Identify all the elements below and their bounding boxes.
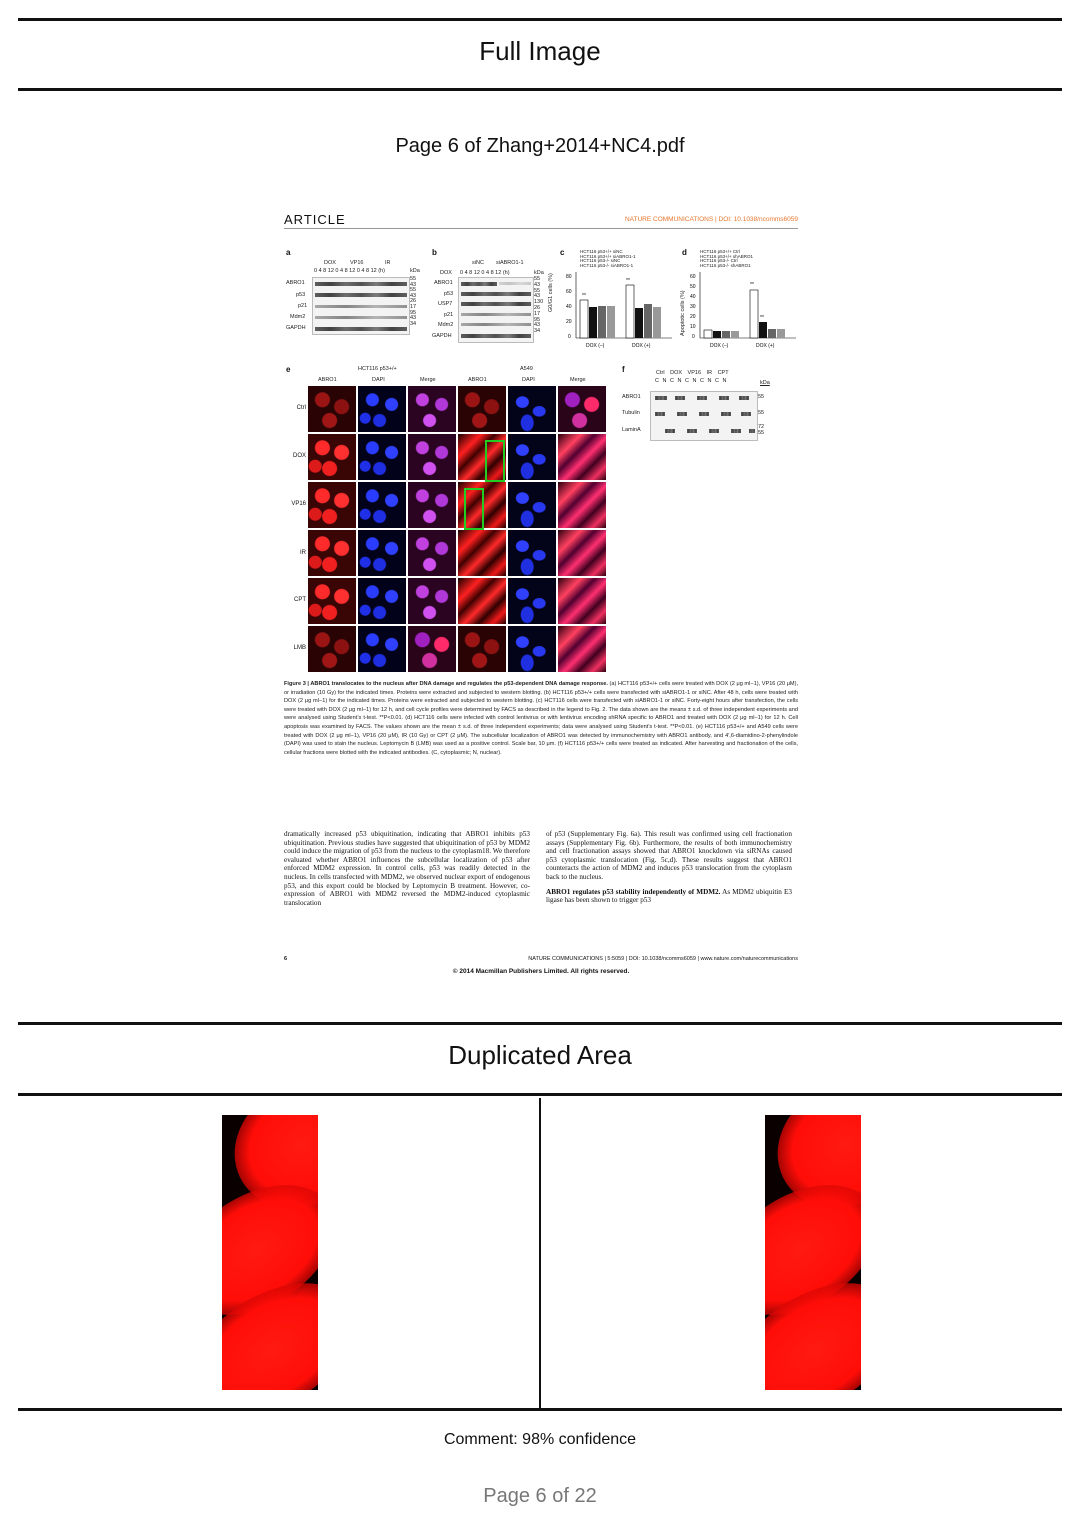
panel-c-legend-3: HCT116 p53-/- siNC	[580, 258, 621, 264]
panel-c-ytick-60: 60	[566, 289, 572, 295]
panel-b-markers	[534, 277, 543, 335]
panel-f-marker-4: 55	[758, 430, 765, 436]
micro-cell	[558, 530, 606, 576]
panel-f-treat-ir: IR	[706, 370, 713, 376]
duplicated-crop-left	[222, 1115, 318, 1390]
panel-a-row-p21: p21	[298, 303, 308, 309]
article-footer	[284, 956, 798, 962]
body-right-column	[546, 830, 792, 905]
panel-b-marker-3: 55	[534, 287, 541, 294]
panel-a-marker-9: 34	[410, 320, 417, 327]
panel-c-legend-1: HCT116 p53+/+ siNC	[580, 249, 623, 254]
panel-e-col-abro1-1: ABRO1	[318, 377, 337, 383]
panel-a-marker-3: 55	[410, 287, 417, 294]
panel-f-blot	[650, 391, 758, 441]
micro-cell	[308, 386, 356, 432]
panel-c-sig-2: **	[626, 278, 630, 284]
duplicated-area-title: Duplicated Area	[448, 1040, 632, 1070]
panel-label-c: c	[560, 248, 565, 257]
caption-body: (a) HCT116 p53+/+ cells were treated with DOX (2 μg ml−1), VP16 (20 μM), or irradiation (10 Gy) for the indicated times. Proteins were extracted and subjected to western blotting. (b) HCT116 p53+/+ cells were transfected with siABRO1-1 or siNC. After 48 h, cells were treated with DOX (2 μg ml−1) for the indicated times. Proteins were extracted and subjected to western blotting. (c) HCT116 cells were transfected with siABRO1-1 or siNC. Forty-eight hours after transfection, the cells were treated with DOX (2 μg ml−1) for 12 h, and cell cycle profiles were determined by FACS as described in the legend to Fig. 2. The data shown are the means ± s.d. of three independent experiments and were analysed using Student’s t-test. **P<0.01. (d) HCT116 cells were infected with control lentivirus or with lentivirus encoding shRNA specific to ABRO1 and treated with DOX (2 μg ml−1) for 12 h. Cell apoptosis was examined by FACS. The values shown are the mean ± s.d. of three independent experiments; data were analysed using Student’s t-test. **P<0.01. (e) HCT116 p53+/+ and A549 cells were treated with DOX (2 μg ml−1), VP16 (20 μM), IR (10 Gy) or CPT (2 μM). The subcellular localization of ABRO1 was detected by immunochemistry with ABRO1 antibody, and 4′,6-diamidino-2-phenylindole (DAPI) was used to stain the nucleus. Leptomycin B (LMB) was used as a positive control. Scale bar, 10 μm. (f) HCT116 p53+/+ cells were treated as indicated. After harvesting and fractionation of the cells, cellular fractions were blotted with the indicated antibodies. (C, cytoplasmic; N, nuclear).	[284, 681, 799, 756]
panel-b-marker-1: 55	[534, 276, 541, 282]
body-right-heading: ABRO1 regulates p53 stability independently of MDM2.	[546, 887, 721, 896]
micro-cell	[458, 578, 506, 624]
micro-cell	[408, 434, 456, 480]
panel-a-row-gapdh: GAPDH	[286, 325, 306, 331]
panel-c-ytick-0: 0	[568, 334, 571, 340]
panel-b-row-usp7: USP7	[438, 301, 453, 307]
panel-c-legend-4: HCT116 p53-/- siABRO1-1	[580, 262, 634, 268]
panel-f-marker-3: 72	[758, 424, 765, 430]
panel-a-marker-5: 26	[410, 298, 417, 305]
panel-f-marker-2: 55	[758, 410, 765, 416]
page-caption: Page 6 of Zhang+2014+NC4.pdf	[395, 135, 685, 157]
panel-d-sig-1: **	[750, 282, 754, 288]
panel-f-treatments	[656, 370, 729, 376]
micro-cell	[358, 626, 406, 672]
panel-f-kda: kDa	[760, 380, 770, 386]
micro-cell	[508, 386, 556, 432]
panel-b-row-gapdh: GAPDH	[432, 333, 452, 339]
figure-caption	[284, 680, 798, 757]
panel-f-row-tubulin: Tubulin	[622, 410, 640, 416]
body-right-tail: As MDM2 ubiquitin E3 ligase has been shown to trigger p53	[546, 887, 792, 905]
panel-a-timepoints: 0 4 8 12 0 4 8 12 0 4 8 12 (h)	[314, 268, 385, 274]
panel-a-row-abro1: ABRO1	[286, 280, 305, 286]
panel-a-marker-7: 95	[410, 309, 417, 316]
panel-b-row-p53: p53	[444, 291, 454, 297]
panel-b-kda: kDa	[534, 270, 544, 276]
comment-text: Comment: 98% confidence	[443, 1431, 637, 1448]
panel-d-ytick-60: 60	[690, 274, 696, 280]
duplicated-crop-right	[765, 1115, 861, 1390]
panel-e-cellline-hct116: HCT116 p53+/+	[358, 366, 397, 372]
micro-cell	[408, 482, 456, 528]
panel-label-a: a	[286, 248, 291, 257]
panel-e-col-merge-2: Merge	[570, 377, 586, 383]
article-page-number: 6	[284, 956, 288, 962]
panel-e-col-dapi-2: DAPI	[522, 377, 535, 383]
panel-f-row-lamina: LaminA	[622, 427, 641, 433]
panel-b-marker-6: 26	[534, 304, 541, 311]
panel-d-ytick-30: 30	[690, 304, 696, 310]
panel-a-marker-4: 43	[410, 292, 417, 299]
micro-cell	[558, 578, 606, 624]
micro-cell	[458, 530, 506, 576]
panel-label-e: e	[286, 365, 291, 374]
panel-b-blot	[458, 277, 534, 343]
panel-c-sig-1: **	[582, 293, 586, 299]
panel-d-xgroup-2: DOX (+)	[756, 343, 775, 349]
panel-f-fractions: C N C N C N C N C N	[655, 378, 727, 384]
micro-cell	[508, 530, 556, 576]
micro-cell	[358, 434, 406, 480]
panel-a-marker-6: 17	[410, 303, 417, 310]
micro-cell	[558, 626, 606, 672]
panel-c-ylabel: G0/G1 cells (%)	[548, 273, 554, 312]
panel-e-row-lmb: LMB	[293, 645, 306, 651]
panel-d-sig-2: **	[760, 315, 764, 321]
panel-d-xgroup-1: DOX (–)	[710, 343, 729, 349]
panel-d-ytick-20: 20	[690, 314, 696, 320]
panel-a-blot	[312, 277, 410, 335]
micro-cell	[508, 626, 556, 672]
panel-label-b: b	[432, 248, 437, 257]
panel-f-treat-dox: DOX	[670, 370, 683, 376]
panel-b-row-mdm2: Mdm2	[438, 322, 454, 328]
panel-f-treat-cpt: CPT	[717, 370, 729, 376]
duplicated-divider	[539, 1098, 541, 1410]
panel-label-d: d	[682, 248, 687, 257]
panel-e-col-abro1-2: ABRO1	[468, 377, 487, 383]
panel-c-xgroup-1: DOX (–)	[586, 343, 605, 349]
micro-cell	[308, 434, 356, 480]
duplicated-top-rule	[18, 1022, 1062, 1025]
micro-cell	[458, 386, 506, 432]
micro-cell	[558, 434, 606, 480]
duplicate-highlight-box-2	[464, 488, 484, 530]
panel-b-dox-row: DOX	[440, 270, 452, 276]
article-copyright: © 2014 Macmillan Publishers Limited. All rights reserved.	[452, 968, 630, 975]
panel-a-marker-2: 43	[410, 281, 417, 288]
panel-e-row-cpt: CPT	[294, 597, 306, 603]
panel-e-row-ctrl: Ctrl	[296, 405, 306, 411]
panel-b-row-abro1: ABRO1	[434, 280, 453, 286]
panel-e-col-dapi-1: DAPI	[372, 377, 385, 383]
micro-cell	[308, 482, 356, 528]
body-right-text: of p53 (Supplementary Fig. 6a). This result was confirmed using cell fractionation assays (Supplementary Fig. 6b). Furthermore, the results of both immunochemistry and cell fractionation assays showed that ABRO1 knockdown via siRNAs caused p53 cytoplasmic translocation (Fig. 5c,d). These results suggest that ABRO1 counteracts the action of MDM2 and induces p53 translocation from the cytoplasm back to the nucleus.	[546, 830, 792, 881]
panel-c-ytick-40: 40	[566, 304, 572, 310]
panel-a-group-dox: DOX	[324, 260, 336, 266]
panel-d-chart	[688, 270, 798, 352]
panel-e-row-dox: DOX	[292, 453, 306, 459]
panel-d-ytick-0: 0	[692, 334, 695, 340]
micro-cell	[358, 530, 406, 576]
full-image-title: Full Image	[479, 36, 601, 66]
duplicated-title-rule	[18, 1093, 1062, 1096]
panel-a-marker-1: 55	[410, 276, 417, 282]
panel-b-marker-8: 95	[534, 316, 541, 323]
panel-f-treat-vp16: VP16	[687, 370, 702, 376]
panel-d-legend	[700, 250, 753, 268]
page-footer: Page 6 of 22	[483, 1485, 597, 1507]
panel-a-row-p53: p53	[296, 292, 306, 298]
panel-b-row-p21: p21	[444, 312, 454, 318]
duplicated-bottom-rule	[18, 1408, 1062, 1411]
panel-b-group-siabro1: siABRO1-1	[496, 260, 524, 266]
micro-cell	[458, 626, 506, 672]
panel-e-row-ir: IR	[300, 550, 306, 556]
micro-cell	[308, 530, 356, 576]
panel-b-marker-7: 17	[534, 310, 541, 317]
article-page	[284, 210, 798, 980]
panel-d-ylabel: Apoptotic cells (%)	[680, 290, 686, 336]
micro-cell	[308, 626, 356, 672]
panel-c-legend	[580, 250, 635, 268]
body-left-column: dramatically increased p53 ubiquitination, indicating that ABRO1 inhibits p53 ubiquitination. Previous studies have suggested that ubiquitination of p53 by MDM2 could induce the migration of p53 from the nucleus to the cytoplasm18. We therefore evaluated whether ABRO1 influences the subcellular localization of p53 after enforced MDM2 expression. In control cells, p53 was readily detected in the nucleus. In cells transfected with MDM2, we observed nuclear export of endogenous p53, and this export could be blocked by Leptomycin B treatment. However, co-expression of ABRO1 with MDM2 reversed the MDM2-induced cytoplasmic translocation	[284, 830, 530, 907]
micro-cell	[358, 578, 406, 624]
panel-a-markers	[410, 277, 416, 327]
panel-d-legend-4: HCT116 p53-/- shABRO1	[700, 262, 751, 268]
panel-a-marker-8: 43	[410, 315, 417, 322]
panel-d-ytick-50: 50	[690, 284, 696, 290]
panel-d-legend-3: HCT116 p53-/- Ctrl	[700, 258, 738, 264]
micro-cell	[508, 482, 556, 528]
panel-e-col-merge-1: Merge	[420, 377, 436, 383]
panel-b-marker-5: 130	[534, 299, 544, 306]
panel-a-group-vp16: VP16	[350, 260, 364, 266]
panel-b-marker-10: 34	[534, 328, 541, 335]
article-header-rule	[284, 228, 798, 229]
panel-a-kda: kDa	[410, 268, 420, 274]
micro-cell	[558, 386, 606, 432]
panel-label-f: f	[622, 365, 625, 374]
caption-title: Figure 3 | ABRO1 translocates to the nucleus after DNA damage and regulates the p53-dependent DNA damage response.	[284, 681, 608, 687]
panel-c-ytick-80: 80	[566, 274, 572, 280]
panel-c-legend-2: HCT116 p53+/+ siABRO1-1	[580, 253, 636, 259]
article-section-label: ARTICLE	[284, 212, 346, 227]
panel-f-treat-ctrl: Ctrl	[656, 370, 665, 376]
panel-e-row-vp16: VP16	[291, 501, 306, 507]
micro-cell	[408, 626, 456, 672]
panel-f-row-abro1: ABRO1	[622, 394, 641, 400]
panel-b-marker-2: 43	[534, 281, 541, 288]
panel-c-chart	[564, 270, 674, 352]
title-rule	[18, 88, 1062, 91]
micro-cell	[558, 482, 606, 528]
micro-cell	[308, 578, 356, 624]
micro-cell	[508, 434, 556, 480]
micro-cell	[358, 482, 406, 528]
micro-cell	[358, 386, 406, 432]
panel-c-xgroup-2: DOX (+)	[632, 343, 651, 349]
micro-cell	[408, 530, 456, 576]
panel-e-cellline-a549: A549	[520, 366, 533, 372]
duplicate-highlight-box-1	[485, 440, 505, 482]
panel-a-row-mdm2: Mdm2	[290, 314, 306, 320]
panel-f-marker-1: 55	[758, 394, 765, 400]
article-doi-header: NATURE COMMUNICATIONS | DOI: 10.1038/ncomms6059	[624, 216, 798, 223]
panel-b-marker-4: 43	[534, 293, 541, 300]
panel-b-marker-9: 43	[534, 322, 541, 329]
panel-b-timepoints: 0 4 8 12 0 4 8 12 (h)	[460, 270, 510, 276]
panel-d-legend-1: HCT116 p53+/+ Ctrl	[700, 249, 740, 254]
micro-cell	[408, 578, 456, 624]
micro-cell	[408, 386, 456, 432]
panel-b-group-sinc: siNC	[472, 260, 484, 266]
panel-d-legend-2: HCT116 p53+/+ shABRO1	[700, 253, 753, 259]
micro-cell	[508, 578, 556, 624]
article-journal-footer: NATURE COMMUNICATIONS | 5:5059 | DOI: 10.1038/ncomms6059 | www.nature.com/naturecommunications	[528, 956, 798, 962]
panel-c-ytick-20: 20	[566, 319, 572, 325]
panel-a-group-ir: IR	[385, 260, 391, 266]
panel-d-ytick-10: 10	[690, 324, 696, 330]
panel-d-ytick-40: 40	[690, 294, 696, 300]
top-rule	[18, 18, 1062, 21]
